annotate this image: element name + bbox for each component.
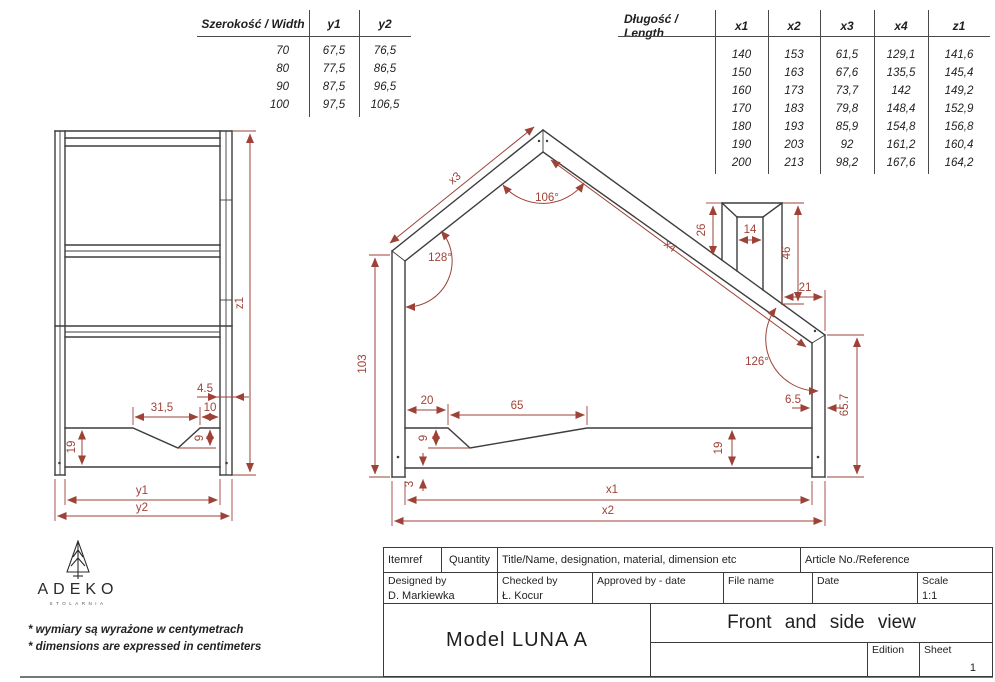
table-row (618, 154, 990, 172)
column-header: x4 (894, 19, 908, 33)
dim-angle-126: 126° (745, 356, 769, 368)
table-row (618, 64, 990, 82)
table-cell: 148,4 (886, 103, 916, 115)
dim-31-5: 31,5 (150, 402, 174, 414)
table-cell: 149,2 (944, 85, 974, 97)
dim-19-front: 19 (66, 440, 78, 454)
dim-y2: y2 (135, 502, 149, 514)
table-cell: 203 (784, 139, 804, 151)
length-table (618, 12, 990, 172)
dim-x2: x2 (601, 505, 615, 517)
logo-subtitle: STOLARNIA (49, 601, 107, 606)
table-row (618, 82, 990, 100)
table-cell: 160 (731, 85, 752, 97)
article-label: Article No./Reference (801, 548, 992, 573)
edition-label: Edition (872, 644, 905, 656)
table-row (618, 100, 990, 118)
table-cell: 153 (784, 49, 804, 61)
designed-by-label: Designed by (388, 575, 447, 587)
date-label: Date (817, 575, 840, 587)
note-en: * dimensions are expressed in centimeters (28, 641, 262, 653)
logo-wordmark: ADEKO (37, 581, 119, 598)
table-cell: 80 (276, 63, 289, 75)
dim-3: 3 (404, 480, 416, 488)
dim-9-front: 9 (194, 434, 206, 442)
table-cell: 140 (731, 49, 752, 61)
adeko-logo (30, 540, 126, 606)
width-table (197, 12, 411, 114)
table-cell: 70 (276, 45, 289, 57)
column-header: y2 (378, 17, 392, 31)
column-header: z1 (952, 19, 966, 33)
table-cell: 79,8 (835, 103, 859, 115)
table-cell: 87,5 (322, 81, 346, 93)
table-cell: 160,4 (944, 139, 974, 151)
table-cell: 213 (784, 157, 804, 169)
front-view-geometry (55, 131, 232, 475)
dim-angle-128: 128° (428, 252, 452, 264)
model-name: Model LUNA A (384, 604, 651, 677)
dim-20: 20 (420, 395, 434, 407)
dim-10: 10 (203, 402, 217, 414)
column-header: Długość / Length (624, 12, 679, 40)
table-cell: 77,5 (322, 63, 346, 75)
dim-4-5: 4.5 (197, 383, 213, 395)
table-cell: 67,6 (835, 67, 859, 79)
table-cell: 200 (731, 157, 752, 169)
table-cell: 67,5 (322, 45, 346, 57)
table-cell: 173 (784, 85, 804, 97)
sheet-value: 1 (969, 662, 976, 674)
dim-65: 65 (510, 400, 524, 412)
column-header: x2 (787, 19, 801, 33)
dim-65-7: 65.7 (839, 393, 851, 417)
table-row (197, 96, 411, 114)
table-cell: 163 (784, 67, 804, 79)
table-cell: 190 (731, 139, 752, 151)
column-header: y1 (327, 17, 341, 31)
table-cell: 154,8 (886, 121, 916, 133)
dim-x3: x3 (446, 170, 464, 188)
table-cell: 135,5 (886, 67, 916, 79)
title-name-label: Title/Name, designation, material, dimension etc (498, 548, 801, 573)
table-cell: 145,4 (944, 67, 974, 79)
scale-value: 1:1 (922, 590, 938, 602)
sheet-label: Sheet (924, 644, 952, 656)
table-cell: 167,6 (886, 157, 916, 169)
table-cell: 76,5 (373, 45, 397, 57)
table-cell: 106,5 (370, 99, 400, 111)
dim-x1: x1 (605, 484, 619, 496)
pine-tree-icon (61, 540, 95, 580)
table-row (197, 78, 411, 96)
width-table-header (197, 12, 411, 36)
table-cell: 86,5 (373, 63, 397, 75)
quantity-label: Quantity (442, 548, 498, 573)
dim-19-side: 19 (713, 441, 725, 455)
table-cell: 129,1 (886, 49, 916, 61)
table-cell: 92 (840, 139, 854, 151)
length-table-header (618, 12, 990, 40)
table-cell: 150 (731, 67, 752, 79)
scale-label: Scale (922, 575, 949, 587)
table-cell: 142 (891, 85, 911, 97)
table-cell: 156,8 (944, 121, 974, 133)
view-title: Front and side view (651, 604, 992, 643)
table-cell: 85,9 (835, 121, 859, 133)
column-header: x3 (840, 19, 854, 33)
table-row (618, 118, 990, 136)
checked-by-value: Ł. Kocur (502, 590, 543, 602)
table-row (618, 46, 990, 64)
table-row (197, 42, 411, 60)
checked-by-label: Checked by (502, 575, 558, 587)
table-cell: 170 (731, 103, 752, 115)
table-cell: 61,5 (835, 49, 859, 61)
file-name-label: File name (728, 575, 775, 587)
table-cell: 183 (784, 103, 804, 115)
table-cell: 141,6 (944, 49, 974, 61)
dim-21: 21 (798, 282, 812, 294)
column-header: x1 (734, 19, 749, 33)
title-block (383, 547, 993, 677)
table-cell: 97,5 (322, 99, 346, 111)
dim-6-5: 6.5 (785, 394, 801, 406)
note-pl: * wymiary są wyrażone w centymetrach (28, 624, 244, 636)
dim-14: 14 (743, 224, 757, 236)
itemref-label: Itemref (384, 548, 442, 573)
table-cell: 180 (731, 121, 752, 133)
table-cell: 161,2 (886, 139, 916, 151)
dim-x4: x4 (661, 238, 679, 256)
table-cell: 98,2 (835, 157, 859, 169)
drawing-notes (28, 622, 261, 656)
column-header: Szerokość / Width (201, 17, 305, 31)
table-row (618, 136, 990, 154)
dim-9-side: 9 (418, 434, 430, 442)
table-cell: 152,9 (944, 103, 974, 115)
designed-by-value: D. Markiewka (388, 590, 455, 602)
dim-46: 46 (781, 246, 793, 260)
table-row (197, 60, 411, 78)
table-cell: 193 (784, 121, 804, 133)
table-cell: 90 (276, 81, 289, 93)
dim-z1: z1 (234, 296, 246, 310)
dim-angle-106: 106° (535, 192, 559, 204)
dim-26: 26 (696, 223, 708, 237)
table-cell: 73,7 (835, 85, 859, 97)
approved-by-label: Approved by - date (597, 575, 686, 587)
table-cell: 96,5 (373, 81, 397, 93)
dim-103: 103 (357, 354, 369, 374)
table-cell: 100 (269, 99, 289, 111)
dim-y1: y1 (135, 485, 149, 497)
table-cell: 164,2 (944, 157, 974, 169)
